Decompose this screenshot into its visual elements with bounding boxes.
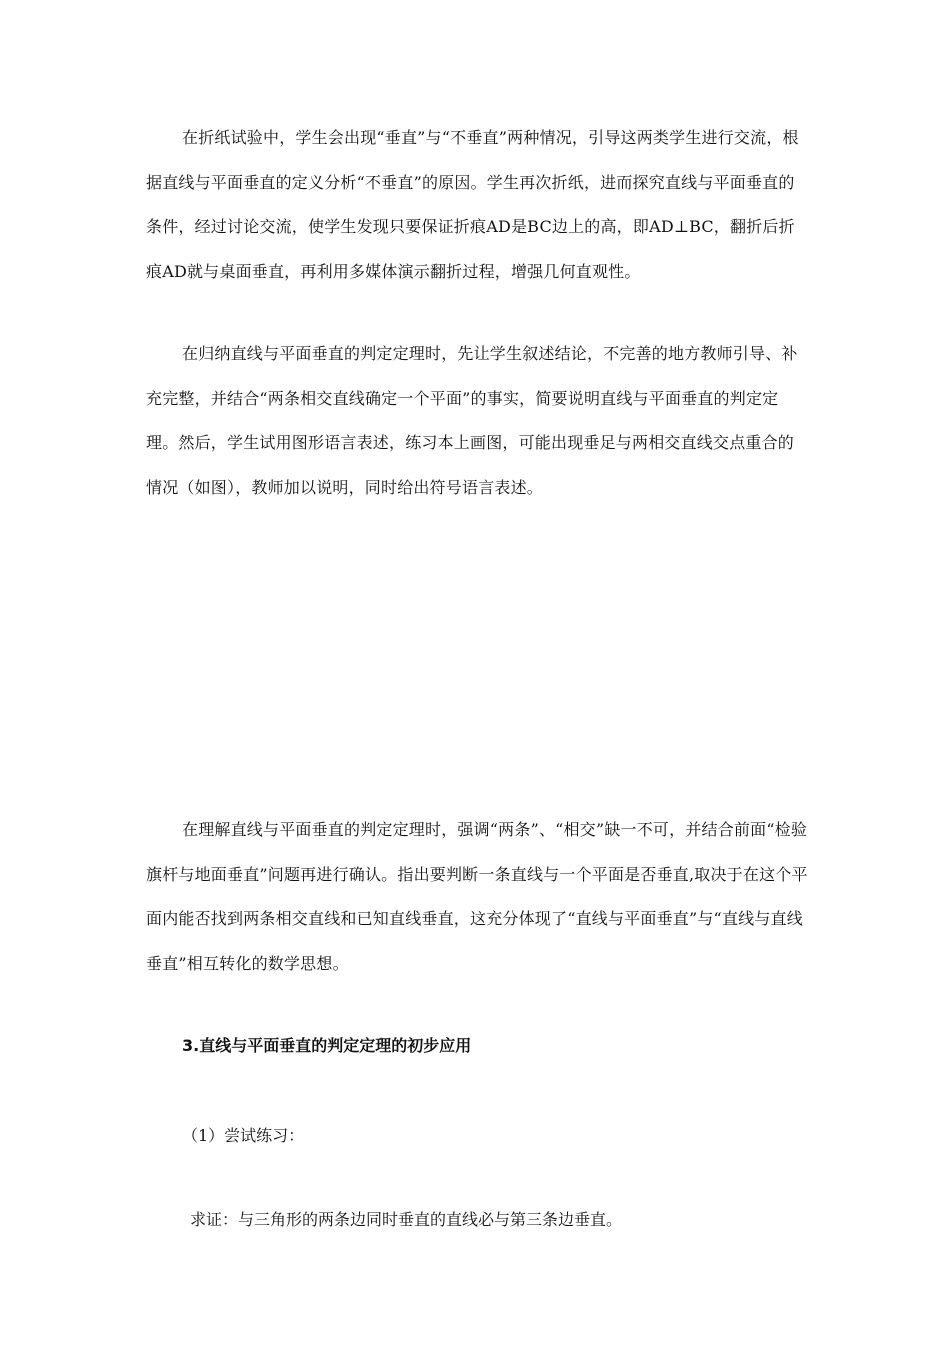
paragraph-theorem-understanding: 在理解直线与平面垂直的判定定理时，强调“两条”、“相交”缺一不可，并结合前面“检验旗杆与地面垂直”问题再进行确认。指出要判断一条直线与一个平面是否垂直,取决于在这个平面内能否找到两条相交直线和已知直线垂直，这充分体现了“直线与平面垂直”与“直线与直线垂直”相互转化的数学思想。 — [146, 820, 808, 973]
proof-statement: 求证：与三角形的两条边同时垂直的直线必与第三条边垂直。 — [190, 1210, 623, 1229]
paragraph-theorem-induction: 在归纳直线与平面垂直的判定定理时，先让学生叙述结论，不完善的地方教师引导、补充完整，并结合“两条相交直线确定一个平面”的事实，简要说明直线与平面垂直的判定定理。然后，学生试用图形语言表述，练习本上画图，可能出现垂足与两相交直线交点重合的情况（如图），教师加以说明，同时给出符号语言表述。 — [146, 344, 798, 497]
subsection-label: （1）尝试练习： — [182, 1126, 305, 1145]
section-heading: 3.直线与平面垂直的判定定理的初步应用 — [182, 1036, 472, 1055]
paragraph-folding-experiment: 在折纸试验中，学生会出现“垂直”与“不垂直”两种情况，引导这两类学生进行交流，根据直线与平面垂直的定义分析“不垂直”的原因。学生再次折纸，进而探究直线与平面垂直的条件，经过讨论交流，使学生发现只要保证折痕AD是BC边上的高，即AD⊥BC，翻折后折痕AD就与桌面垂直，再利用多媒体演示翻折过程，增强几何直观性。 — [146, 128, 799, 281]
figure-placeholder — [146, 520, 810, 790]
